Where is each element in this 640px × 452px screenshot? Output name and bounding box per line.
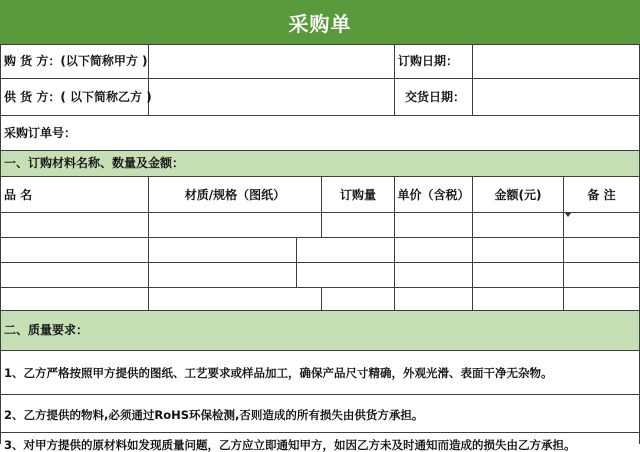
grid-line	[148, 44, 149, 115]
grid-line	[296, 237, 297, 287]
grid-line	[0, 350, 640, 351]
grid-line	[0, 115, 640, 116]
section1-title: 一、订购材料名称、数量及金额：	[4, 156, 185, 170]
grid-line	[0, 262, 640, 263]
page-title: 采购单	[0, 0, 640, 44]
supplier-label: 供 货 方：( 以下简称乙方 )	[4, 90, 152, 104]
grid-line	[0, 237, 640, 238]
grid-line	[0, 432, 640, 433]
grid-line	[0, 44, 1, 444]
col-header-quantity: 订购量	[339, 188, 376, 202]
requirement-2: 2、乙方提供的物料,必须通过RoHS环保检测,否则造成的所有损失由供货方承担。	[4, 408, 424, 422]
grid-line	[0, 150, 640, 151]
grid-line	[321, 176, 322, 237]
col-header-material-spec: 材质/规格（图纸）	[184, 188, 286, 202]
order-number-label: 采购订单号：	[4, 126, 77, 140]
grid-line	[0, 287, 640, 288]
grid-line	[472, 44, 473, 115]
grid-line	[0, 176, 640, 177]
grid-line	[394, 44, 395, 115]
grid-line	[0, 44, 640, 45]
delivery-date-label: 交货日期：	[405, 90, 466, 104]
col-header-amount: 金额(元)	[494, 188, 542, 202]
buyer-label: 购 货 方：(以下简称甲方 )	[4, 54, 148, 68]
section2-title: 二、质量要求：	[4, 323, 89, 337]
requirement-1: 1、乙方严格按照甲方提供的图纸、工艺要求或样品加工，确保产品尺寸精确，外观光滑、表面干净无杂物。	[4, 366, 553, 380]
order-date-label: 订购日期：	[398, 54, 459, 68]
grid-line	[0, 394, 640, 395]
grid-line	[321, 287, 322, 310]
cell-dropdown-indicator	[565, 213, 571, 217]
col-header-unit-price: 单价（含税）	[397, 188, 470, 202]
col-header-product-name: 品 名	[4, 188, 33, 202]
grid-line	[0, 310, 640, 311]
section2-band	[0, 310, 640, 350]
grid-line	[0, 212, 640, 213]
requirement-3: 3、对甲方提供的原材料如发现质量问题，乙方应立即通知甲方，如因乙方未及时通知而造成的损失由乙方承担。	[4, 438, 576, 452]
col-header-remarks: 备 注	[587, 188, 616, 202]
grid-line	[0, 78, 640, 79]
